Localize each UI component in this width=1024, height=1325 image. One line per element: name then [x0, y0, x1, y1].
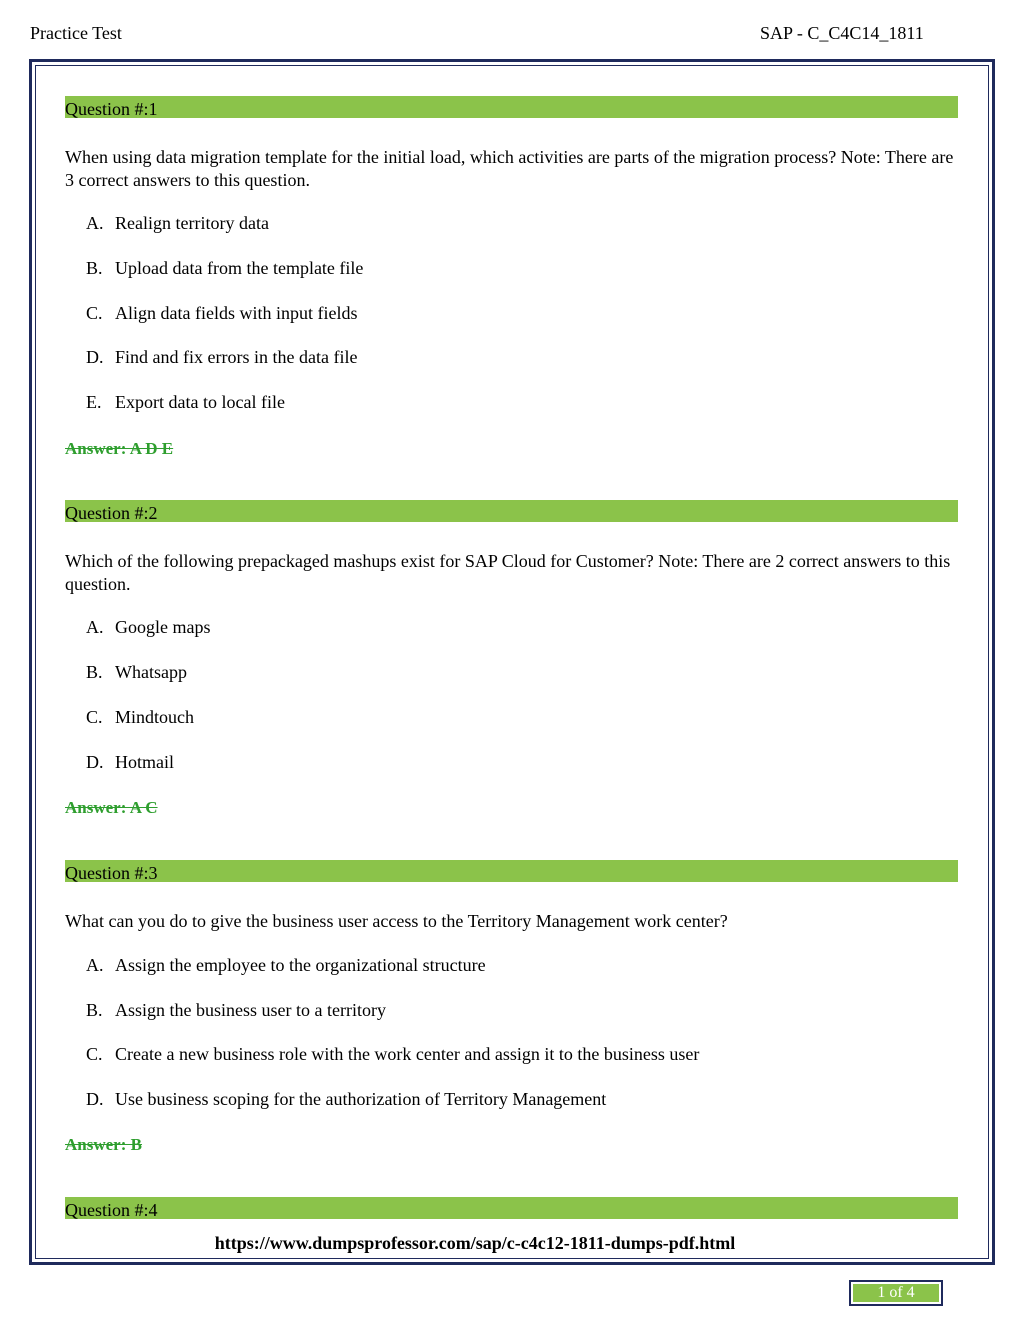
option-text: Use business scoping for the authorization of Territory Management: [115, 1089, 607, 1109]
question-text: What can you do to give the business user access to the Territory Management work center?: [65, 911, 728, 931]
question-text: When using data migration template for the initial load, which activities are parts of the migration process? Note: There are 3 correct answers to this question.: [65, 147, 954, 190]
option-letter: A.: [86, 955, 104, 975]
option-letter: B.: [86, 1000, 103, 1020]
answer-option[interactable]: [86, 258, 363, 279]
answer-option[interactable]: [86, 662, 187, 683]
question-header: [65, 860, 958, 882]
question-label: Question #:2: [65, 503, 158, 523]
page-number: 1 of 4: [853, 1284, 939, 1302]
answer-option[interactable]: [86, 303, 357, 324]
answer-option[interactable]: [86, 752, 174, 773]
answer-key: Answer: A C: [65, 798, 158, 817]
option-letter: C.: [86, 1044, 103, 1064]
question-header: [65, 500, 958, 522]
option-letter: C.: [86, 303, 103, 323]
option-text: Mindtouch: [115, 707, 194, 727]
option-text: Export data to local file: [115, 392, 285, 412]
answer-option[interactable]: [86, 392, 285, 413]
footer-url-link[interactable]: https://www.dumpsprofessor.com/sap/c-c4c12-1811-dumps-pdf.html: [214, 1233, 736, 1253]
option-letter: D.: [86, 752, 104, 772]
header-title: Practice Test: [30, 23, 122, 43]
answer-option[interactable]: [86, 617, 210, 638]
option-text: Realign territory data: [115, 213, 269, 233]
answer-option[interactable]: [86, 1089, 606, 1110]
option-text: Upload data from the template file: [115, 258, 364, 278]
option-letter: D.: [86, 1089, 104, 1109]
option-letter: B.: [86, 662, 103, 682]
answer-option[interactable]: [86, 1044, 699, 1065]
answer-option[interactable]: [86, 955, 486, 976]
option-letter: D.: [86, 347, 104, 367]
option-letter: C.: [86, 707, 103, 727]
question-label: Question #:4: [65, 1200, 158, 1220]
option-text: Find and fix errors in the data file: [115, 347, 358, 367]
answer-option[interactable]: [86, 1000, 386, 1021]
question-text: Which of the following prepackaged mashups exist for SAP Cloud for Customer? Note: There are 2 correct answers to this question.: [65, 551, 951, 594]
answer-option[interactable]: [86, 347, 357, 368]
question-header: [65, 1197, 958, 1219]
answer-key: Answer: A D E: [65, 439, 174, 458]
answer-key: Answer: B: [65, 1135, 142, 1154]
option-text: Create a new business role with the work center and assign it to the business user: [115, 1044, 700, 1064]
option-letter: B.: [86, 258, 103, 278]
option-text: Google maps: [115, 617, 211, 637]
answer-option[interactable]: [86, 213, 269, 234]
option-letter: A.: [86, 617, 104, 637]
option-text: Assign the business user to a territory: [115, 1000, 386, 1020]
option-text: Whatsapp: [115, 662, 187, 682]
question-header: [65, 96, 958, 118]
header-exam-code: SAP - C_C4C14_1811: [760, 23, 924, 43]
option-text: Assign the employee to the organizational structure: [115, 955, 486, 975]
option-text: Align data fields with input fields: [115, 303, 358, 323]
option-letter: E.: [86, 392, 102, 412]
question-label: Question #:1: [65, 99, 158, 119]
page-number-box: [849, 1280, 943, 1306]
option-letter: A.: [86, 213, 104, 233]
option-text: Hotmail: [115, 752, 174, 772]
answer-option[interactable]: [86, 707, 194, 728]
question-label: Question #:3: [65, 863, 158, 883]
